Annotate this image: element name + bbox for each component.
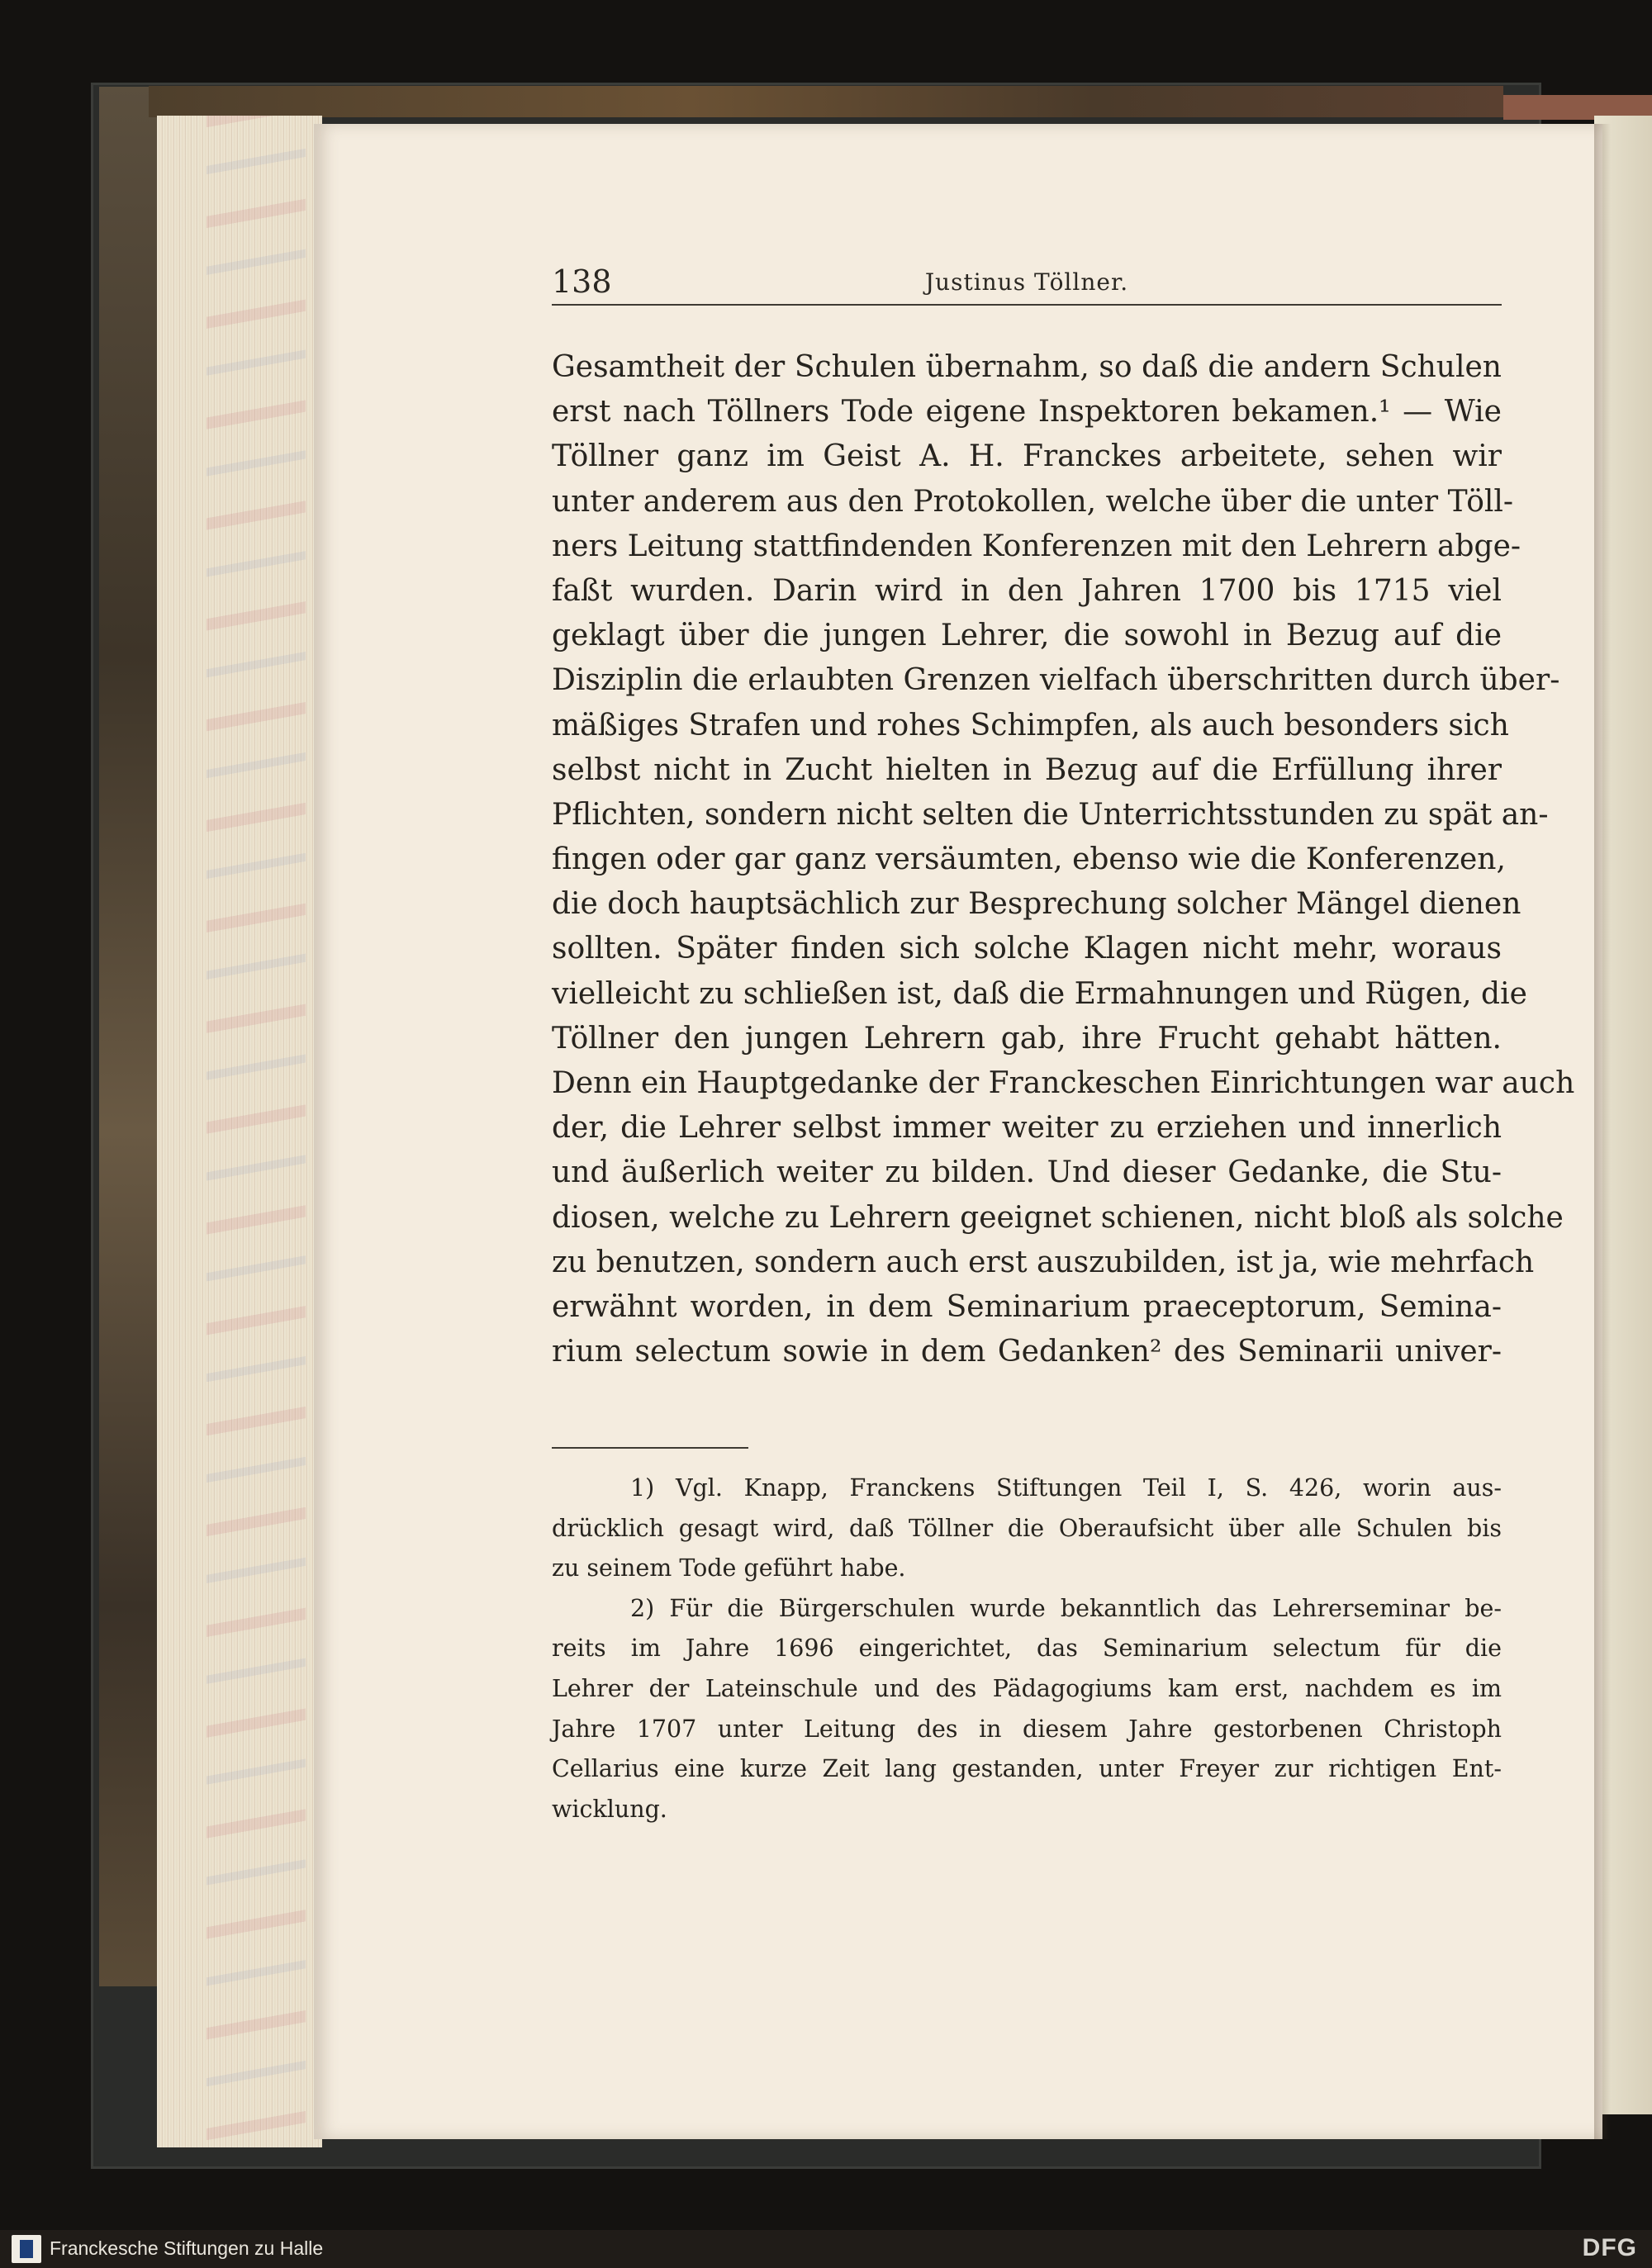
body-line: Gesamtheit der Schulen übernahm, so daß die andern Schulen [552,350,1502,384]
footnote-rule [552,1447,748,1449]
viewer-footer [0,2230,1652,2268]
page-number: 138 [552,263,612,300]
body-line: erwähnt worden, in dem Seminarium praeceptorum, Semina- [552,1289,1502,1324]
body-line: und äußerlich weiter zu bilden. Und dieser Gedanke, die Stu- [552,1155,1502,1190]
footnotes [552,1469,1502,1829]
body-line: zu benutzen, sondern auch erst auszubilden, ist ja, wie mehrfach [552,1245,1535,1279]
book-top-edge [149,86,1503,117]
footnote-2-line: Lehrer der Lateinschule und des Pädagogiums kam erst, nachdem es im [552,1674,1502,1702]
body-line: der, die Lehrer selbst immer weiter zu erziehen und innerlich [552,1111,1502,1146]
footnote-2-line: wicklung. [552,1795,667,1823]
marbled-cover-edge [99,87,157,1986]
body-line: Töllner den jungen Lehrern gab, ihre Frucht gehabt hätten. [552,1021,1502,1056]
footnote-1-line: zu seinem Tode geführt habe. [552,1554,906,1582]
body-line: Pflichten, sondern nicht selten die Unterrichtsstunden zu spät an- [552,797,1549,832]
body-line: Disziplin die erlaubten Grenzen vielfach überschritten durch über- [552,663,1560,698]
footnote-1-line: drücklich gesagt wird, daß Töllner die Oberaufsicht über alle Schulen bis [552,1514,1502,1542]
page-header [552,263,1502,306]
body-line: die doch hauptsächlich zur Besprechung solcher Mängel dienen [552,887,1521,922]
body-line: Töllner ganz im Geist A. H. Franckes arbeitete, sehen wir [552,439,1502,474]
footnote-2-line: Jahre 1707 unter Leitung des in diesem Jahre gestorbenen Christoph [552,1715,1502,1743]
institution-name[interactable]: Franckesche Stiftungen zu Halle [50,2237,324,2259]
page-stack [157,116,322,2147]
body-line: sollten. Später finden sich solche Klagen nicht mehr, woraus [552,932,1502,966]
body-line: geklagt über die jungen Lehrer, die sowohl in Bezug auf die [552,619,1502,653]
body-line: Denn ein Hauptgedanke der Franckeschen Einrichtungen war auch [552,1066,1575,1100]
body-line: ners Leitung stattfindenden Konferenzen mit den Lehrern abge- [552,529,1521,563]
footnote-2-line: Cellarius eine kurze Zeit lang gestanden, unter Freyer zur richtigen Ent- [552,1755,1502,1783]
body-line: selbst nicht in Zucht hielten in Bezug auf die Erfüllung ihrer [552,752,1502,787]
body-line: rium selectum sowie in dem Gedanken² des Seminarii univer- [552,1335,1502,1369]
body-line: unter anderem aus den Protokollen, welche über die unter Töll- [552,484,1514,519]
running-title: Justinus Töllner. [924,268,1129,296]
body-line: vielleicht zu schließen ist, daß die Ermahnungen und Rügen, die [552,976,1527,1011]
footnote-2-line: reits im Jahre 1696 eingerichtet, das Seminarium selectum für die [552,1635,1502,1663]
footnote-1-line: 1) Vgl. Knapp, Franckens Stiftungen Teil I, S. 426, worin aus- [630,1474,1502,1502]
body-line: diosen, welche zu Lehrern geeignet schienen, nicht bloß als solche [552,1200,1564,1235]
page-gutter [1594,124,1611,2139]
franckesche-stiftungen-logo-icon[interactable] [12,2235,41,2263]
body-text [552,345,1575,1374]
footnote-2-line: 2) Für die Bürgerschulen wurde bekanntlich das Lehrerseminar be- [630,1594,1502,1622]
dfg-logo-text[interactable]: DFG [1582,2234,1637,2261]
body-line: fingen oder gar ganz versäumten, ebenso wie die Konferenzen, [552,842,1506,877]
body-line: mäßiges Strafen und rohes Schimpfen, als auch besonders sich [552,708,1509,743]
body-line: erst nach Töllners Tode eigene Inspektoren bekamen.¹ — Wie [552,395,1502,429]
body-line: faßt wurden. Darin wird in den Jahren 1700 bis 1715 viel [552,573,1502,608]
